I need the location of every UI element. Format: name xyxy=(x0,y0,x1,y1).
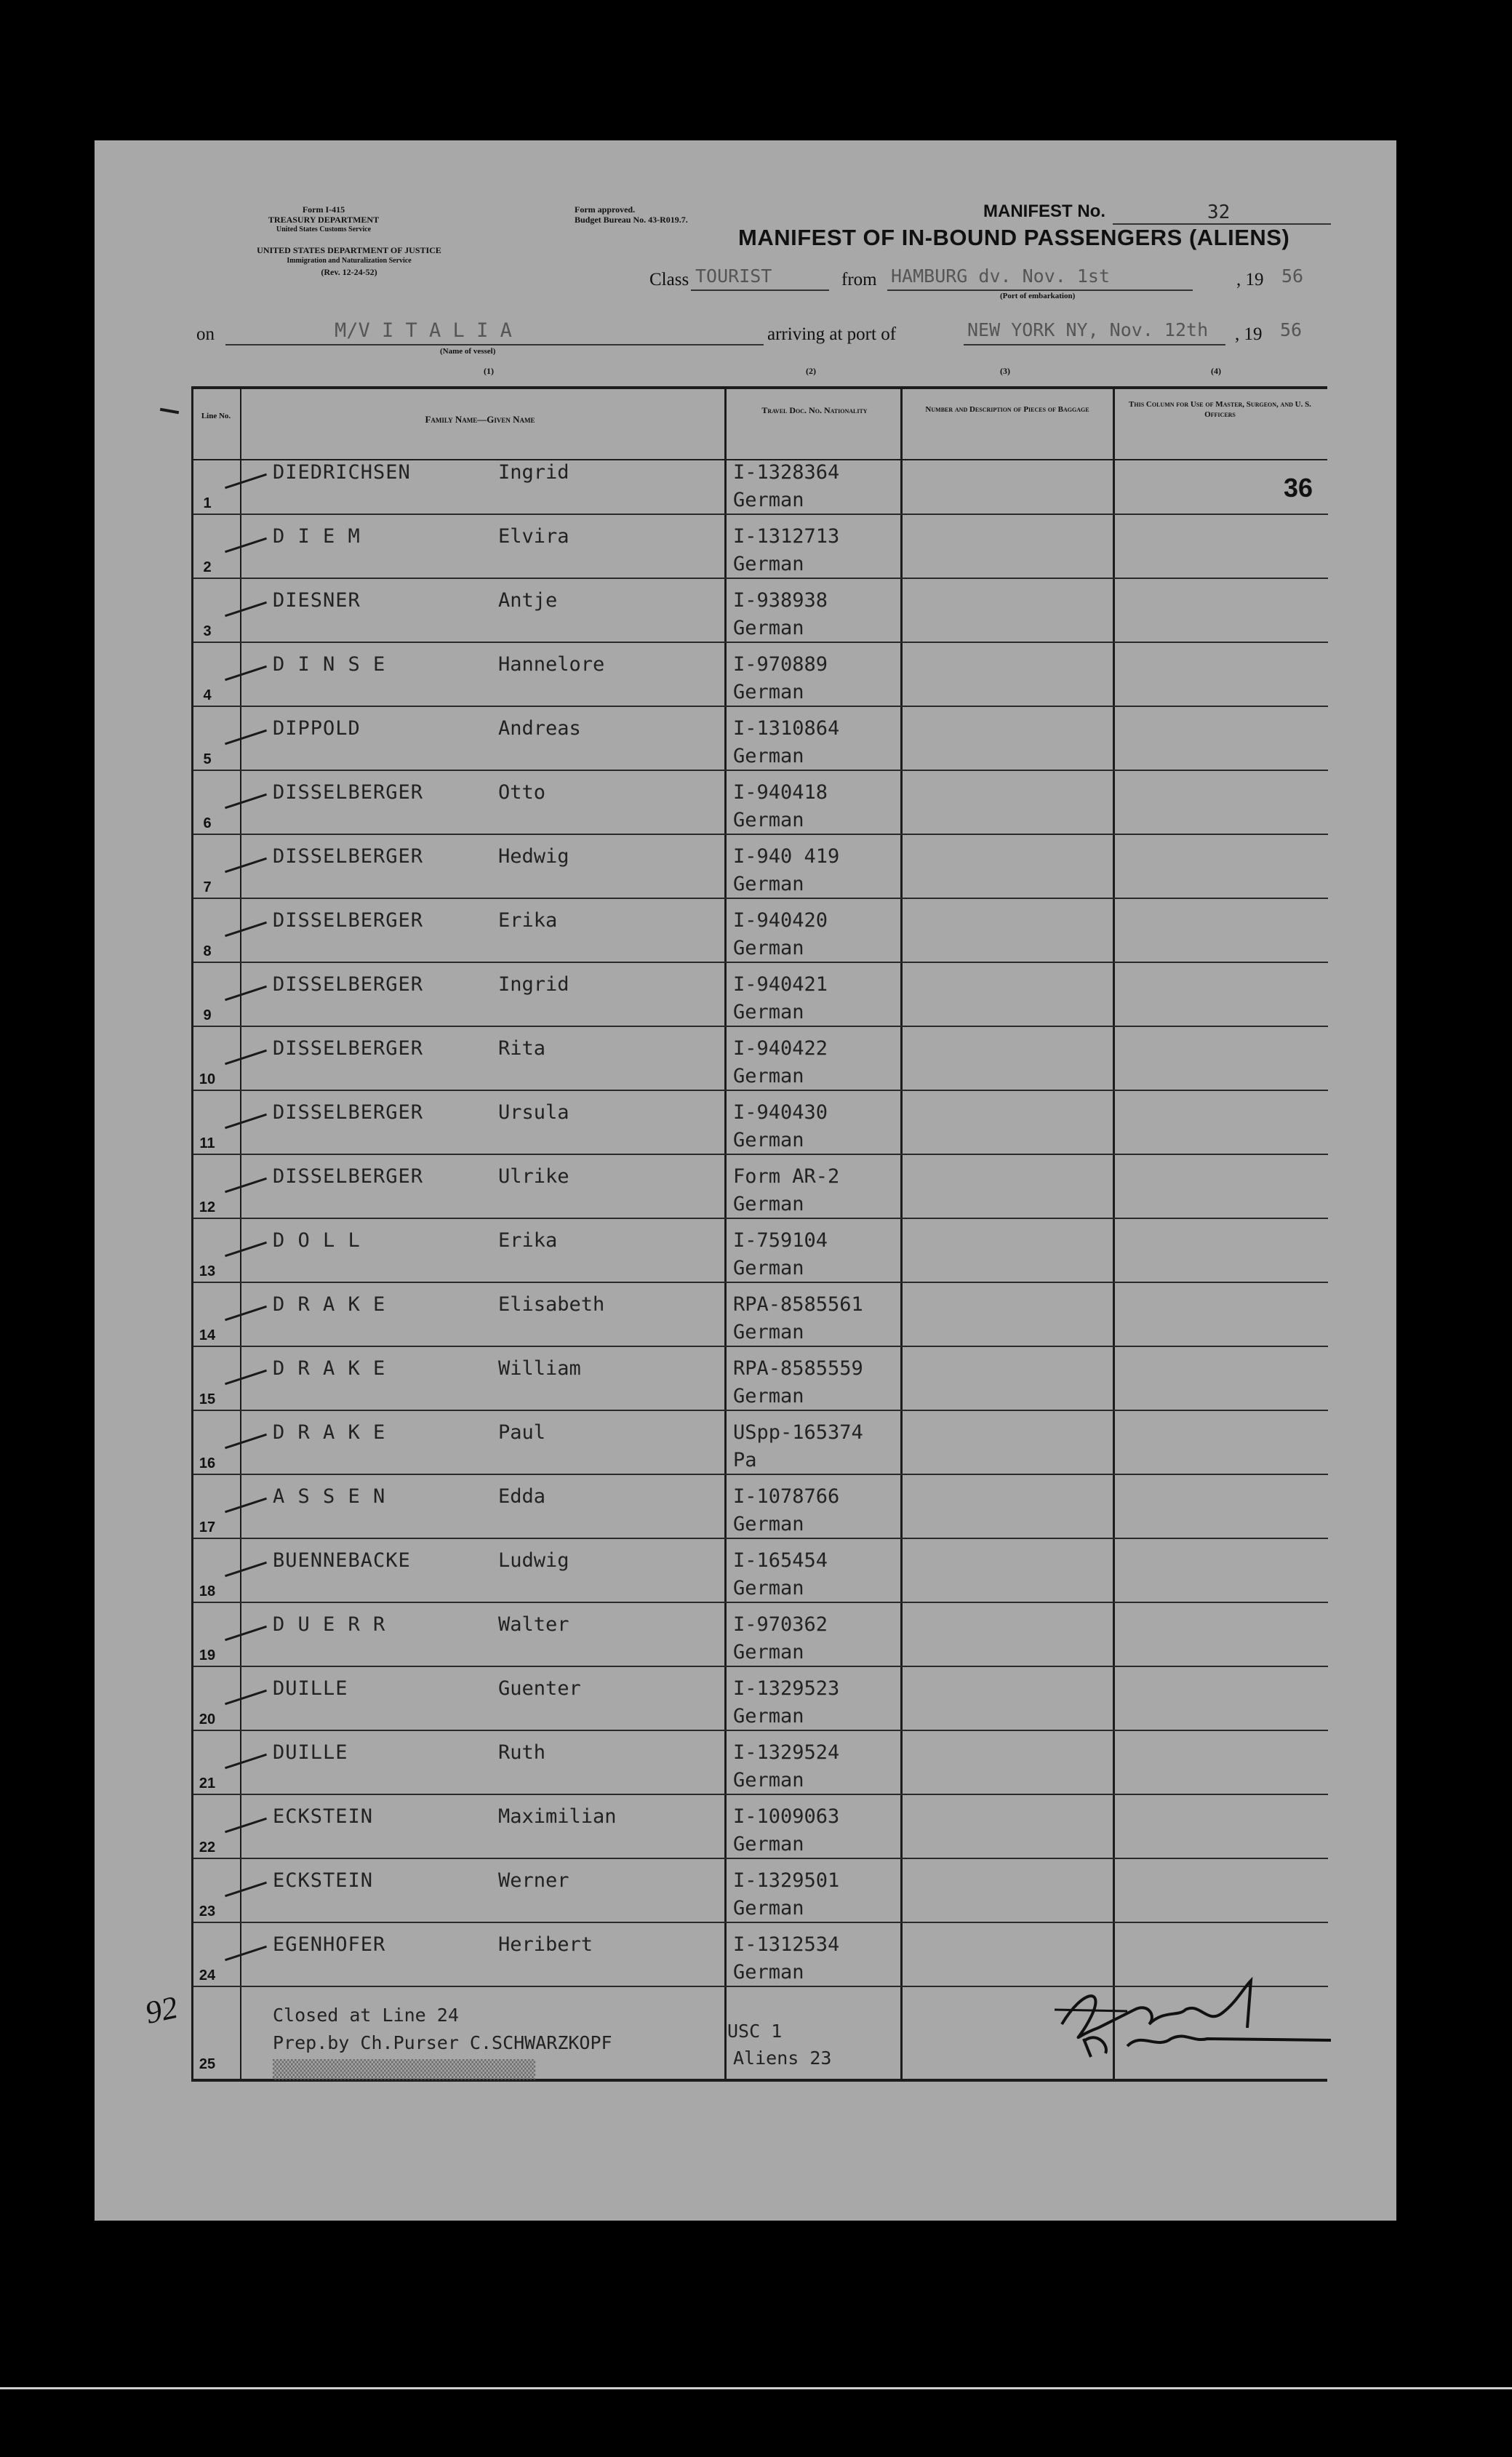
check-mark xyxy=(225,1562,267,1577)
nationality: German xyxy=(733,1001,804,1023)
travel-doc-number: I-940 419 xyxy=(733,845,840,868)
table-row xyxy=(95,899,1396,963)
year-label: , 19 xyxy=(1236,270,1264,289)
given-name: Maximilian xyxy=(498,1805,617,1828)
travel-doc-number: I-1009063 xyxy=(733,1805,840,1828)
class-value: TOURIST xyxy=(695,265,772,287)
family-name: DISSELBERGER xyxy=(273,1037,424,1060)
revision-date: (Rev. 12-24-52) xyxy=(321,267,377,277)
margin-note: 92 xyxy=(142,1989,181,2031)
nationality: German xyxy=(733,1577,804,1599)
nationality: German xyxy=(733,1769,804,1791)
travel-doc-number: I-1312534 xyxy=(733,1933,840,1956)
nationality: German xyxy=(733,489,804,511)
nationality: Pa xyxy=(733,1449,757,1471)
table-row xyxy=(95,1347,1396,1411)
nationality: German xyxy=(733,1257,804,1279)
form-number: Form I-415 xyxy=(302,204,345,215)
family-name: DIESNER xyxy=(273,589,361,612)
check-mark xyxy=(225,1370,267,1385)
given-name: William xyxy=(498,1357,581,1380)
family-name: D I E M xyxy=(273,525,361,548)
table-row xyxy=(95,643,1396,707)
ins-service: Immigration and Naturalization Service xyxy=(287,257,412,265)
travel-doc-number: I-1312713 xyxy=(733,525,840,548)
travel-doc-number: I-1329523 xyxy=(733,1677,840,1700)
line-number: 18 xyxy=(199,1583,216,1599)
travel-doc-number: I-1328364 xyxy=(733,461,840,484)
line-number: 17 xyxy=(199,1519,216,1535)
given-name: Erika xyxy=(498,1229,558,1252)
header-baggage: Number and Description of Pieces of Baggage xyxy=(925,405,1089,414)
travel-doc-number: I-970362 xyxy=(733,1613,828,1636)
officer-count: 36 xyxy=(1284,473,1313,503)
from-label: from xyxy=(841,270,877,289)
line-number: 11 xyxy=(199,1135,215,1151)
family-name: DIPPOLD xyxy=(273,717,361,740)
header-line-no: Line No. xyxy=(201,412,231,420)
family-name: DISSELBERGER xyxy=(273,1165,424,1188)
from-value: HAMBURG dv. Nov. 1st xyxy=(891,265,1111,287)
line-number: 22 xyxy=(199,1839,216,1855)
travel-doc-number: I-938938 xyxy=(733,589,828,612)
check-mark xyxy=(225,1434,267,1449)
check-mark xyxy=(225,1114,267,1129)
closed-at-line: Closed at Line 24 xyxy=(273,2005,459,2026)
line-number: 3 xyxy=(203,623,212,639)
check-mark xyxy=(225,1882,267,1897)
given-name: Edda xyxy=(498,1485,546,1508)
table-row xyxy=(95,835,1396,899)
family-name: D I N S E xyxy=(273,653,386,676)
line-number: 9 xyxy=(203,1007,212,1023)
customs-service: United States Customs Service xyxy=(276,225,372,233)
check-mark xyxy=(225,1050,267,1065)
check-mark xyxy=(225,1626,267,1641)
travel-doc-number: I-1078766 xyxy=(733,1485,840,1508)
col1-number: (1) xyxy=(484,366,494,376)
given-name: Ursula xyxy=(498,1101,569,1124)
given-name: Elisabeth xyxy=(498,1293,605,1316)
table-row xyxy=(95,1091,1396,1155)
given-name: Ludwig xyxy=(498,1549,569,1572)
table-row xyxy=(95,1411,1396,1475)
travel-doc-number: RPA-8585561 xyxy=(733,1293,863,1316)
check-mark xyxy=(225,1178,267,1193)
family-name: D R A K E xyxy=(273,1421,386,1444)
table-row xyxy=(95,451,1396,515)
nationality: German xyxy=(733,1705,804,1727)
table-row xyxy=(95,1667,1396,1731)
given-name: Hannelore xyxy=(498,653,605,676)
line-number: 12 xyxy=(199,1199,216,1215)
nationality: German xyxy=(733,1513,804,1535)
table-row xyxy=(95,1795,1396,1859)
table-row xyxy=(95,515,1396,579)
table-row xyxy=(95,1027,1396,1091)
line-25-number: 25 xyxy=(199,2056,216,2072)
travel-doc-number: RPA-8585559 xyxy=(733,1357,863,1380)
check-mark xyxy=(225,602,267,617)
check-mark xyxy=(225,1498,267,1513)
line-number: 1 xyxy=(203,495,212,511)
given-name: Antje xyxy=(498,589,558,612)
given-name: Werner xyxy=(498,1869,569,1892)
table-row xyxy=(95,707,1396,771)
check-mark xyxy=(225,794,267,809)
given-name: Rita xyxy=(498,1037,546,1060)
year2-label: , 19 xyxy=(1235,324,1263,344)
table-top-rule xyxy=(191,386,1327,389)
check-mark xyxy=(225,1242,267,1257)
family-name: A S S E N xyxy=(273,1485,386,1508)
nationality: German xyxy=(733,937,804,959)
table-row xyxy=(95,1731,1396,1795)
family-name: ECKSTEIN xyxy=(273,1869,374,1892)
family-name: DISSELBERGER xyxy=(273,845,424,868)
justice-dept: UNITED STATES DEPARTMENT OF JUSTICE xyxy=(257,245,441,255)
nationality: German xyxy=(733,873,804,895)
check-mark xyxy=(225,474,267,489)
line-number: 8 xyxy=(203,943,212,959)
check-mark xyxy=(225,922,267,937)
manifest-page xyxy=(95,140,1396,2221)
year2-value: 56 xyxy=(1280,319,1303,340)
table-row xyxy=(95,1539,1396,1603)
given-name: Erika xyxy=(498,909,558,932)
travel-doc-number: I-940421 xyxy=(733,973,828,996)
line-number: 4 xyxy=(203,687,212,703)
line-number: 7 xyxy=(203,879,212,895)
prepared-by: Prep.by Ch.Purser C.SCHWARZKOPF xyxy=(273,2032,612,2053)
header-travel-doc: Travel Doc. No. Nationality xyxy=(761,405,868,415)
family-name: DIEDRICHSEN xyxy=(273,461,411,484)
line-number: 24 xyxy=(199,1967,216,1983)
given-name: Otto xyxy=(498,781,546,804)
vessel-name: M/V I T A L I A xyxy=(335,319,512,342)
nationality: German xyxy=(733,617,804,639)
line-number: 5 xyxy=(203,751,212,767)
given-name: Hedwig xyxy=(498,845,569,868)
family-name: D O L L xyxy=(273,1229,361,1252)
table-row xyxy=(95,1603,1396,1667)
col2-number: (2) xyxy=(806,366,816,376)
family-name: DISSELBERGER xyxy=(273,1101,424,1124)
given-name: Andreas xyxy=(498,717,581,740)
line-number: 13 xyxy=(199,1263,216,1279)
table-row xyxy=(95,1283,1396,1347)
check-mark xyxy=(225,1306,267,1321)
table-row xyxy=(95,1219,1396,1283)
travel-doc-number: I-940422 xyxy=(733,1037,828,1060)
travel-doc-number: I-970889 xyxy=(733,653,828,676)
class-label: Class xyxy=(649,270,689,289)
line-number: 6 xyxy=(203,815,212,831)
given-name: Ruth xyxy=(498,1741,546,1764)
family-name: BUENNEBACKE xyxy=(273,1549,411,1572)
form-approved: Form approved. xyxy=(575,204,636,215)
travel-doc-number: I-759104 xyxy=(733,1229,828,1252)
col3-number: (3) xyxy=(1000,366,1010,376)
table-row xyxy=(95,1155,1396,1219)
officer-signature xyxy=(1040,1959,1360,2061)
nationality: German xyxy=(733,1065,804,1087)
treasury-dept: TREASURY DEPARTMENT xyxy=(268,215,380,225)
travel-doc-number: USpp-165374 xyxy=(733,1421,863,1444)
travel-doc-number: I-1310864 xyxy=(733,717,840,740)
year-value: 56 xyxy=(1281,265,1304,287)
check-mark xyxy=(225,666,267,681)
check-mark xyxy=(225,1818,267,1833)
line-number: 20 xyxy=(199,1711,216,1727)
line-number: 16 xyxy=(199,1455,216,1471)
family-name: DUILLE xyxy=(273,1741,348,1764)
family-name: DISSELBERGER xyxy=(273,909,424,932)
given-name: Paul xyxy=(498,1421,546,1444)
given-name: Ingrid xyxy=(498,973,569,996)
nationality: German xyxy=(733,553,804,575)
travel-doc-number: I-1329501 xyxy=(733,1869,840,1892)
family-name: EGENHOFER xyxy=(273,1933,386,1956)
given-name: Walter xyxy=(498,1613,569,1636)
line-number: 23 xyxy=(199,1903,216,1919)
given-name: Ingrid xyxy=(498,461,569,484)
nationality: German xyxy=(733,681,804,703)
check-mark xyxy=(225,858,267,873)
family-name: ECKSTEIN xyxy=(273,1805,374,1828)
manifest-no-label: MANIFEST No. xyxy=(983,201,1105,221)
line-number: 21 xyxy=(199,1775,216,1791)
nationality: German xyxy=(733,1193,804,1215)
usc-count: USC 1 xyxy=(727,2021,783,2042)
family-name: D R A K E xyxy=(273,1357,386,1380)
line-number: 10 xyxy=(199,1071,216,1087)
given-name: Ulrike xyxy=(498,1165,569,1188)
line-number: 14 xyxy=(199,1327,216,1343)
table-row xyxy=(95,1475,1396,1539)
col4-number: (4) xyxy=(1211,366,1221,376)
header-name: Family Name—Given Name xyxy=(425,414,535,425)
given-name: Elvira xyxy=(498,525,569,548)
nationality: German xyxy=(733,1385,804,1407)
nationality: German xyxy=(733,1129,804,1151)
travel-doc-number: I-165454 xyxy=(733,1549,828,1572)
header-officers: This Column for Use of Master, Surgeon, and U. S. Officers xyxy=(1129,400,1311,419)
nationality: German xyxy=(733,1961,804,1983)
travel-doc-number: Form AR-2 xyxy=(733,1165,840,1188)
aliens-count: Aliens 23 xyxy=(733,2048,832,2069)
manifest-title: MANIFEST OF IN-BOUND PASSENGERS (ALIENS) xyxy=(738,225,1290,250)
port-embarkation-caption: (Port of embarkation) xyxy=(1000,292,1076,300)
family-name: DUILLE xyxy=(273,1677,348,1700)
line-number: 2 xyxy=(203,559,212,575)
nationality: German xyxy=(733,1897,804,1919)
arriving-label: arriving at port of xyxy=(767,324,897,344)
manifest-no-value: 32 xyxy=(1207,201,1231,223)
check-mark xyxy=(225,538,267,553)
nationality: German xyxy=(733,1321,804,1343)
travel-doc-number: I-940418 xyxy=(733,781,828,804)
table-row xyxy=(95,1859,1396,1923)
family-name: D R A K E xyxy=(273,1293,386,1316)
table-row xyxy=(95,771,1396,835)
table-row xyxy=(95,579,1396,643)
budget-bureau: Budget Bureau No. 43-R019.7. xyxy=(575,215,688,225)
table-row xyxy=(95,963,1396,1027)
line-number: 19 xyxy=(199,1647,216,1663)
given-name: Heribert xyxy=(498,1933,593,1956)
nationality: German xyxy=(733,1833,804,1855)
overtyped-line: ▒▒▒▒▒▒▒▒▒▒▒▒▒▒▒▒▒▒▒▒▒▒▒▒ xyxy=(273,2059,536,2080)
check-mark xyxy=(225,1690,267,1705)
given-name: Guenter xyxy=(498,1677,581,1700)
family-name: DISSELBERGER xyxy=(273,781,424,804)
travel-doc-number: I-940430 xyxy=(733,1101,828,1124)
travel-doc-number: I-1329524 xyxy=(733,1741,840,1764)
family-name: D U E R R xyxy=(273,1613,386,1636)
arrival-port-value: NEW YORK NY, Nov. 12th xyxy=(967,319,1209,340)
nationality: German xyxy=(733,809,804,831)
check-mark xyxy=(225,1754,267,1769)
on-label: on xyxy=(196,324,215,344)
nationality: German xyxy=(733,745,804,767)
travel-doc-number: I-940420 xyxy=(733,909,828,932)
family-name: DISSELBERGER xyxy=(273,973,424,996)
check-mark xyxy=(225,1946,267,1961)
check-mark xyxy=(225,730,267,745)
line-number: 15 xyxy=(199,1391,216,1407)
vessel-caption: (Name of vessel) xyxy=(440,347,496,356)
nationality: German xyxy=(733,1641,804,1663)
check-mark xyxy=(225,986,267,1001)
